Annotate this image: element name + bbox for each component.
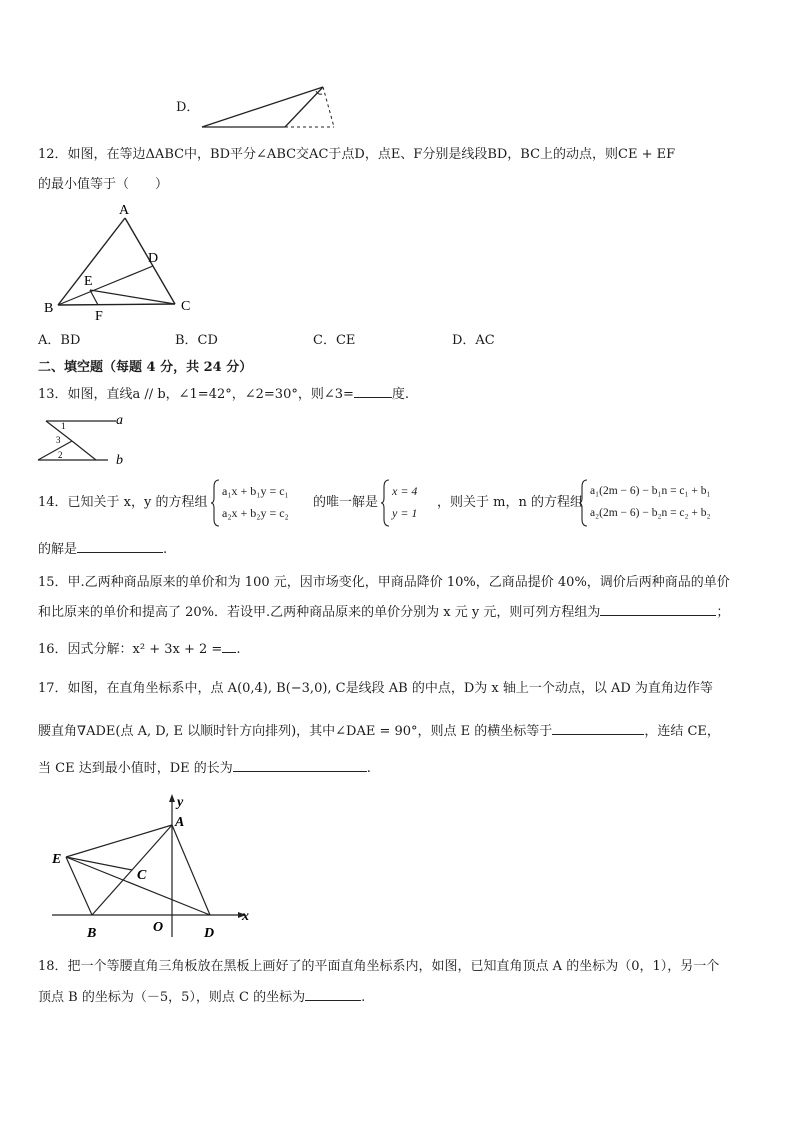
q12-side-bc [58,304,175,305]
q16-text: 16．因式分解：x² + 3x + 2 = [38,642,223,657]
q12-option-b: B．CD [175,333,218,348]
q12-text-line1: 12．如图，在等边ΔABC中，BD平分∠ABC交AC于点D，点E、F分别是线段BD，BC上的动点，则CE + EF [38,147,676,162]
q12-label-e: E [84,274,93,289]
q14-system3-brace [579,479,589,527]
q17-segment-ae [66,825,172,857]
q17-line3-end: . [366,761,371,776]
section2-heading: 二、填空题（每题 4 分，共 24 分） [38,360,253,375]
q13-angle-1: 1 [61,421,66,431]
q14-system2-brace [381,479,391,527]
q17-label-x: x [242,909,249,924]
q17-line2-a: 腰直角∇ADE(点 A, D, E 以顺时针方向排列)，其中∠DAE = 90°，则点 E 的横坐标等于 [38,724,553,739]
q12-segment-ce [90,290,175,304]
q14-answer-line [38,540,167,559]
q17-y-axis-arrow [169,794,175,802]
q12-label-d: D [148,251,159,266]
q13-parallel-lines-figure [36,411,136,467]
q16-end: . [236,642,241,657]
q14-text-b: 的唯一解是 [313,495,379,510]
q13-question [38,385,409,404]
q14-system2-row1: x = 4 [392,484,418,498]
q17-label-e: E [52,852,62,867]
q14-system1 [222,480,289,524]
q17-label-y: y [177,795,184,810]
q11-option-d-figure [195,80,345,132]
q13-label-a: a [116,413,123,428]
q14-system1-brace [211,479,221,527]
q15-line1: 15．甲.乙两种商品原来的单价和为 100 元，因市场变化，甲商品降价 10%，乙商品提价 40%，调价后两种商品的单价 [38,575,730,590]
q17-label-a: A [175,815,185,830]
q13-angle-2: 2 [58,450,63,460]
q13-label-b: b [116,453,123,467]
q18-line2-end: . [361,990,366,1005]
q14-system3-row1: a₁(2m − 6) − b₁n = c₁ + b₁ [590,485,711,497]
q15-line2: 和比原来的单价和提高了 20%．若设甲.乙两种商品原来的单价分别为 x 元 y 元，则可列方程组为 [38,605,601,620]
q18-line2: 顶点 B 的坐标为（－5，5），则点 C 的坐标为 [38,990,306,1005]
q14-system2 [392,480,417,524]
q14-text-c: ，则关于 m，n 的方程组 [437,495,583,510]
q17-answer-blank-1[interactable] [552,722,644,735]
q14-answer-blank[interactable] [77,540,163,553]
q17-label-b: B [87,926,97,941]
q13-text-pre: 13．如图，直线a // b，∠1=42°，∠2=30°，则∠3= [38,387,354,402]
q14-system1-row1: a₁x + b₁y = c₁ [222,484,289,498]
q13-transversal-2 [38,441,72,460]
q18-answer-blank[interactable] [305,988,361,1001]
q12-label-b: B [44,301,54,316]
q17-label-c: C [137,868,147,883]
q12-segment-ef [90,290,98,305]
q17-coordinate-figure [40,785,280,945]
q14-text-d: 的解是 [38,542,78,557]
q14-text-end: . [163,542,168,557]
q17-line3-a: 当 CE 达到最小值时，DE 的长为 [38,761,233,776]
q14-system3 [590,480,711,524]
q12-option-a: A．BD [38,333,81,348]
q17-line2-b: ，连结 CE， [644,724,720,739]
q12-text-line2: 的最小值等于（ ） [38,177,169,192]
q18-line2-wrap [38,988,365,1007]
q14-system2-row2: y = 1 [392,506,418,520]
q15-line2-end: ； [716,605,730,620]
q11-option-d-label: D． [176,100,200,115]
q15-line2-wrap [38,603,729,622]
q14-text-a: 14．已知关于 x，y 的方程组 [38,495,208,510]
q17-line1: 17．如图，在直角坐标系中，点 A(0,4), B(−3,0), C是线段 AB 的中点，D为 x 轴上一个动点，以 AD 为直角边作等 [38,681,713,696]
q12-label-f: F [95,309,103,322]
q12-triangle-figure [40,198,210,322]
q12-label-a: A [119,203,130,218]
q13-answer-blank[interactable] [354,385,392,398]
q15-answer-blank[interactable] [600,603,716,616]
q12-option-d: D．AC [452,333,495,348]
q12-option-c: C．CE [313,333,356,348]
q18-line1: 18．把一个等腰直角三角板放在黑板上画好了的平面直角坐标系内，如图，已知直角顶点 A 的坐标为（0，1），另一个 [38,959,720,974]
q13-transversal-3 [72,441,96,460]
q17-segment-ec [66,857,132,870]
q13-angle-3: 3 [56,435,61,445]
q12-label-c: C [181,299,191,314]
q16-question [38,640,240,659]
q13-text-post: 度. [391,387,410,402]
q17-label-d: D [204,926,215,941]
q16-answer-blank[interactable] [222,640,236,653]
q17-line3 [38,759,371,778]
q14-system1-row2: a₂x + b₂y = c₂ [222,506,289,520]
q14-system3-row2: a₂(2m − 6) − b₂n = c₂ + b₂ [590,507,711,519]
q17-line2 [38,722,720,741]
q17-label-o: O [153,920,164,935]
q11-d-dashed-vertical [323,87,334,127]
q17-answer-blank-2[interactable] [233,759,367,772]
